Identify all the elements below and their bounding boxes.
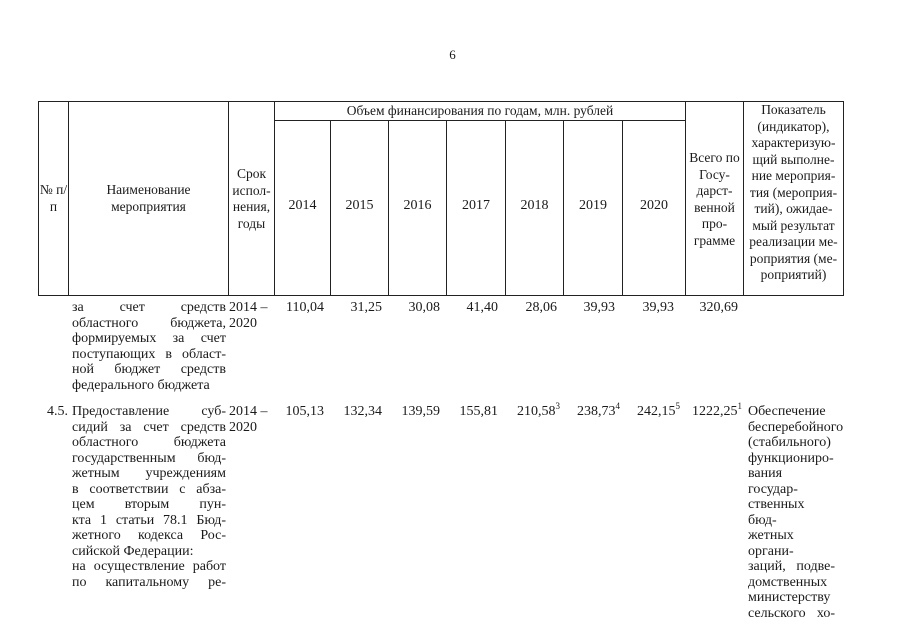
header-year: 2016: [403, 198, 432, 213]
row-value-2014: 110,04: [286, 300, 324, 315]
col-divider: [743, 101, 744, 296]
row-value-2015: 31,25: [350, 300, 382, 315]
footnote-marker: 3: [555, 401, 560, 411]
funding-group-divider: [274, 120, 685, 121]
row-value-2020: 242,15$^5$: [637, 401, 680, 419]
header-year: 2018: [520, 198, 549, 213]
footnote-marker: 5: [675, 401, 680, 411]
row-value-2017: 41,40: [466, 300, 498, 315]
header-year: 2019: [579, 198, 607, 213]
row-value-2016: 139,59: [401, 404, 440, 419]
row-term: 2014 – 2020: [229, 404, 268, 435]
row-term: 2014 – 2020: [229, 300, 268, 331]
row-value-2015: 132,34: [343, 404, 382, 419]
header-year: 2015: [345, 198, 374, 213]
header-funding-group: Объем финансирования по годам, млн. рублей: [346, 103, 614, 118]
row-name: Предоставление суб- сидий за счет средств областного бюджета государственным бюд- жетным учреждениям в соответствии с абза- цем вторым пун- кта 1 статьи 78.1 Бюд- жетного кодекса Рос- сийской Федерации: на осуществление работ по капитальному ре-: [72, 404, 226, 590]
row-value-2018: 28,06: [525, 300, 557, 315]
header-bottom-border: [38, 295, 843, 296]
page-number: 6: [449, 47, 456, 62]
row-value-2016: 30,08: [408, 300, 440, 315]
row-name: за счет средств областного бюджета, формируемых за счет поступающих в област- ной бюджет средств федерального бюджета: [72, 300, 226, 393]
header-name: Наименование мероприятия: [106, 182, 191, 214]
header-year: 2014: [288, 198, 317, 213]
row-total: 320,69: [699, 300, 738, 315]
header-number: № п/п: [39, 182, 68, 214]
row-value-2014: 105,13: [285, 404, 324, 419]
header-term: Срок испол-нения, годы: [232, 166, 271, 231]
row-number: 4.5.: [47, 404, 68, 419]
row-value-2019: 39,93: [583, 300, 615, 315]
footnote-marker: 4: [615, 401, 620, 411]
header-total: Всего по Госу-дарст-венной про-грамме: [689, 150, 740, 248]
header-year: 2017: [462, 198, 490, 213]
row-total: 1222,25$^1$: [692, 401, 742, 419]
row-value-2019: 238,73$^4$: [577, 401, 620, 419]
row-indicator: Обеспечение бесперебойного (стабильного) функциониро- вания государ- ственных бюд- жетных органи- заций, подве- домственных министерству сельского хо-: [748, 404, 844, 621]
row-value-2020: 39,93: [642, 300, 674, 315]
table-top-border: [38, 101, 843, 102]
table-right-border: [843, 101, 844, 296]
row-value-2017: 155,81: [459, 404, 498, 419]
footnote-marker: 1: [737, 401, 742, 411]
header-year: 2020: [640, 198, 668, 213]
row-value-2018: 210,58$^3$: [517, 401, 560, 419]
header-indicator: Показатель (индикатор), характеризую-щий выполне-ние мероприя-тия (мероприя-тий), ожидае-мый результат реализации ме-роприятия (ме-роприятий): [749, 102, 838, 282]
